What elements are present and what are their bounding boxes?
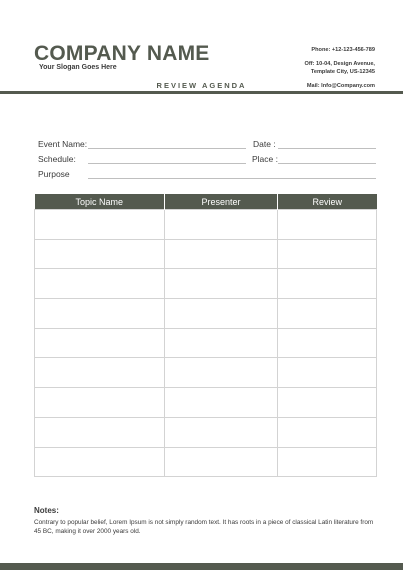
cell-review[interactable] xyxy=(278,328,377,358)
cell-presenter[interactable] xyxy=(165,388,278,418)
table-row xyxy=(35,299,377,329)
table-row xyxy=(35,239,377,269)
table-row xyxy=(35,358,377,388)
event-name-label: Event Name: xyxy=(38,139,88,149)
company-slogan: Your Slogan Goes Here xyxy=(39,64,117,71)
cell-presenter[interactable] xyxy=(165,447,278,477)
purpose-label: Purpose xyxy=(38,169,70,179)
cell-review[interactable] xyxy=(278,210,377,240)
table-row xyxy=(35,447,377,477)
cell-topic[interactable] xyxy=(35,299,165,329)
agenda-table-body xyxy=(35,210,377,477)
place-label: Place : xyxy=(252,154,278,164)
cell-topic[interactable] xyxy=(35,417,165,447)
contact-mail: Mail: Info@Company.com xyxy=(306,83,375,89)
cell-review[interactable] xyxy=(278,447,377,477)
cell-topic[interactable] xyxy=(35,358,165,388)
schedule-field[interactable] xyxy=(88,163,246,164)
agenda-table xyxy=(34,194,377,477)
column-header-topic: Topic Name xyxy=(35,194,165,210)
cell-review[interactable] xyxy=(278,299,377,329)
document-title: REVIEW AGENDA xyxy=(156,81,247,90)
table-row xyxy=(35,210,377,240)
table-row xyxy=(35,417,377,447)
cell-topic[interactable] xyxy=(35,210,165,240)
purpose-field[interactable] xyxy=(88,178,376,179)
cell-review[interactable] xyxy=(278,269,377,299)
table-header-row xyxy=(35,194,377,210)
cell-review[interactable] xyxy=(278,239,377,269)
cell-topic[interactable] xyxy=(35,269,165,299)
footer-bar xyxy=(0,563,403,570)
cell-review[interactable] xyxy=(278,358,377,388)
column-header-review: Review xyxy=(278,194,377,210)
cell-topic[interactable] xyxy=(35,239,165,269)
table-row xyxy=(35,269,377,299)
column-header-presenter: Presenter xyxy=(165,194,278,210)
cell-presenter[interactable] xyxy=(165,358,278,388)
cell-presenter[interactable] xyxy=(165,328,278,358)
contact-address-line2: Template City, US-12345 xyxy=(310,69,375,75)
cell-presenter[interactable] xyxy=(165,299,278,329)
cell-presenter[interactable] xyxy=(165,269,278,299)
table-row xyxy=(35,388,377,418)
notes-body: Contrary to popular belief, Lorem Ipsum is not simply random text. It has roots in a piece of classical Latin literature from 45 BC, making it over 2000 years old. xyxy=(34,519,374,535)
cell-presenter[interactable] xyxy=(165,210,278,240)
cell-review[interactable] xyxy=(278,388,377,418)
company-name: COMPANY NAME xyxy=(34,42,210,65)
date-label: Date : xyxy=(253,139,276,149)
place-field[interactable] xyxy=(278,163,376,164)
schedule-label: Schedule: xyxy=(38,154,76,164)
notes-title: Notes: xyxy=(34,506,59,515)
date-field[interactable] xyxy=(278,148,376,149)
cell-presenter[interactable] xyxy=(165,417,278,447)
cell-review[interactable] xyxy=(278,417,377,447)
cell-topic[interactable] xyxy=(35,447,165,477)
table-row xyxy=(35,328,377,358)
cell-topic[interactable] xyxy=(35,328,165,358)
header-divider xyxy=(0,91,403,94)
cell-topic[interactable] xyxy=(35,388,165,418)
contact-phone: Phone: +12-123-456-789 xyxy=(311,47,375,53)
contact-address-line1: Off: 10-04, Design Avenue, xyxy=(304,61,375,67)
event-name-field[interactable] xyxy=(88,148,246,149)
cell-presenter[interactable] xyxy=(165,239,278,269)
